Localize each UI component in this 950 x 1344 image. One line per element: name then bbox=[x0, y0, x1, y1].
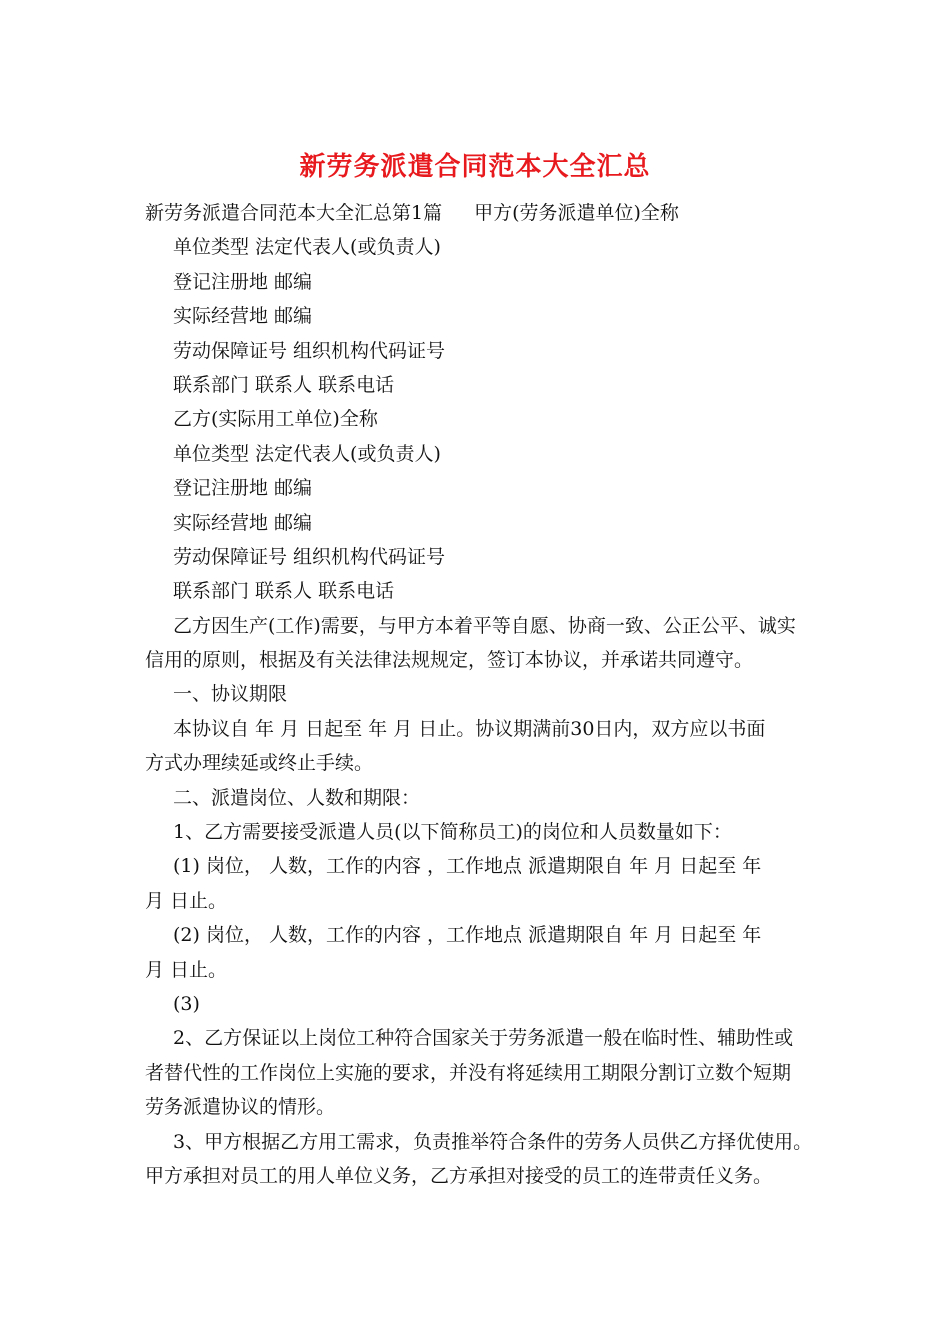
text-line-content: 1、乙方需要接受派遣人员(以下简称员工)的岗位和人员数量如下： bbox=[173, 821, 732, 844]
text-line bbox=[145, 1125, 813, 1159]
text-line-content: 实际经营地 邮编 bbox=[173, 511, 313, 534]
text-line bbox=[145, 1090, 807, 1124]
text-line-content: 月 日止。 bbox=[145, 958, 228, 981]
text-line bbox=[145, 746, 807, 780]
text-line bbox=[145, 609, 807, 643]
text-line-content: 甲方承担对员工的用人单位义务，乙方承担对接受的员工的连带责任义务。 bbox=[145, 1164, 773, 1187]
text-line bbox=[145, 953, 807, 987]
text-line-content: 联系部门 联系人 联系电话 bbox=[173, 580, 395, 603]
text-line bbox=[145, 196, 807, 230]
text-line-content: 新劳务派遣合同范本大全汇总第1篇 bbox=[145, 202, 443, 224]
text-line-content: 方式办理续延或终止手续。 bbox=[145, 752, 374, 775]
text-line bbox=[145, 265, 807, 299]
text-line-content: 劳务派遣协议的情形。 bbox=[145, 1096, 336, 1119]
text-line-content: 本协议自 年 月 日起至 年 月 日止。协议期满前30日内，双方应以书面 bbox=[173, 717, 766, 740]
text-line bbox=[145, 643, 807, 677]
text-line bbox=[145, 299, 807, 333]
text-line bbox=[145, 437, 807, 471]
text-line bbox=[145, 1056, 807, 1090]
text-line-content: 乙方(实际用工单位)全称 bbox=[173, 408, 378, 431]
text-line-content: 二、派遣岗位、人数和期限： bbox=[173, 786, 421, 809]
text-line bbox=[145, 987, 807, 1021]
text-line bbox=[145, 918, 807, 952]
text-line-content: 月 日止。 bbox=[145, 889, 228, 912]
text-line bbox=[145, 334, 807, 368]
text-line bbox=[145, 677, 807, 711]
text-line-content: 者替代性的工作岗位上实施的要求，并没有将延续用工期限分割订立数个短期 bbox=[145, 1061, 792, 1084]
document-title: 新劳务派遣合同范本大全汇总 bbox=[299, 152, 651, 182]
text-line-content: 劳动保障证号 组织机构代码证号 bbox=[173, 545, 446, 568]
text-line bbox=[145, 815, 807, 849]
text-line-content: 实际经营地 邮编 bbox=[173, 305, 313, 328]
text-line bbox=[145, 884, 807, 918]
text-line bbox=[145, 712, 807, 746]
text-line-content: 劳动保障证号 组织机构代码证号 bbox=[173, 339, 446, 362]
text-line-content: (2) 岗位， 人数，工作的内容 ，工作地点 派遣期限自 年 月 日起至 年 bbox=[173, 924, 762, 947]
text-line-content: 乙方因生产(工作)需要，与甲方本着平等自愿、协商一致、公正公平、诚实 bbox=[173, 614, 796, 637]
text-line-content: 联系部门 联系人 联系电话 bbox=[173, 373, 395, 396]
text-line bbox=[145, 471, 807, 505]
text-line-content-secondary: 甲方(劳务派遣单位)全称 bbox=[474, 202, 679, 224]
text-line bbox=[145, 849, 807, 883]
text-line bbox=[145, 506, 807, 540]
text-line-content: (1) 岗位， 人数，工作的内容 ，工作地点 派遣期限自 年 月 日起至 年 bbox=[173, 855, 762, 878]
text-line-content: 登记注册地 邮编 bbox=[173, 477, 313, 500]
text-line bbox=[145, 781, 807, 815]
text-line bbox=[145, 1159, 807, 1193]
text-line-content: 单位类型 法定代表人(或负责人) bbox=[173, 236, 441, 259]
text-line bbox=[145, 402, 807, 436]
text-line-content: 一、协议期限 bbox=[173, 683, 288, 706]
text-line-content: 2、乙方保证以上岗位工种符合国家关于劳务派遣一般在临时性、辅助性或 bbox=[173, 1027, 794, 1050]
text-line-content: 登记注册地 邮编 bbox=[173, 270, 313, 293]
text-line-content: 3、甲方根据乙方用工需求，负责推举符合条件的劳务人员供乙方择优使用。 bbox=[173, 1130, 813, 1153]
text-line bbox=[145, 574, 807, 608]
text-line bbox=[145, 230, 807, 264]
text-line-content: 信用的原则，根据及有关法律法规规定，签订本协议，并承诺共同遵守。 bbox=[145, 649, 754, 672]
text-line-content: (3) bbox=[173, 992, 200, 1015]
text-line bbox=[145, 540, 807, 574]
text-line bbox=[145, 368, 807, 402]
text-line-content: 单位类型 法定代表人(或负责人) bbox=[173, 442, 441, 465]
text-line bbox=[145, 1021, 807, 1055]
document-body bbox=[145, 196, 813, 1193]
